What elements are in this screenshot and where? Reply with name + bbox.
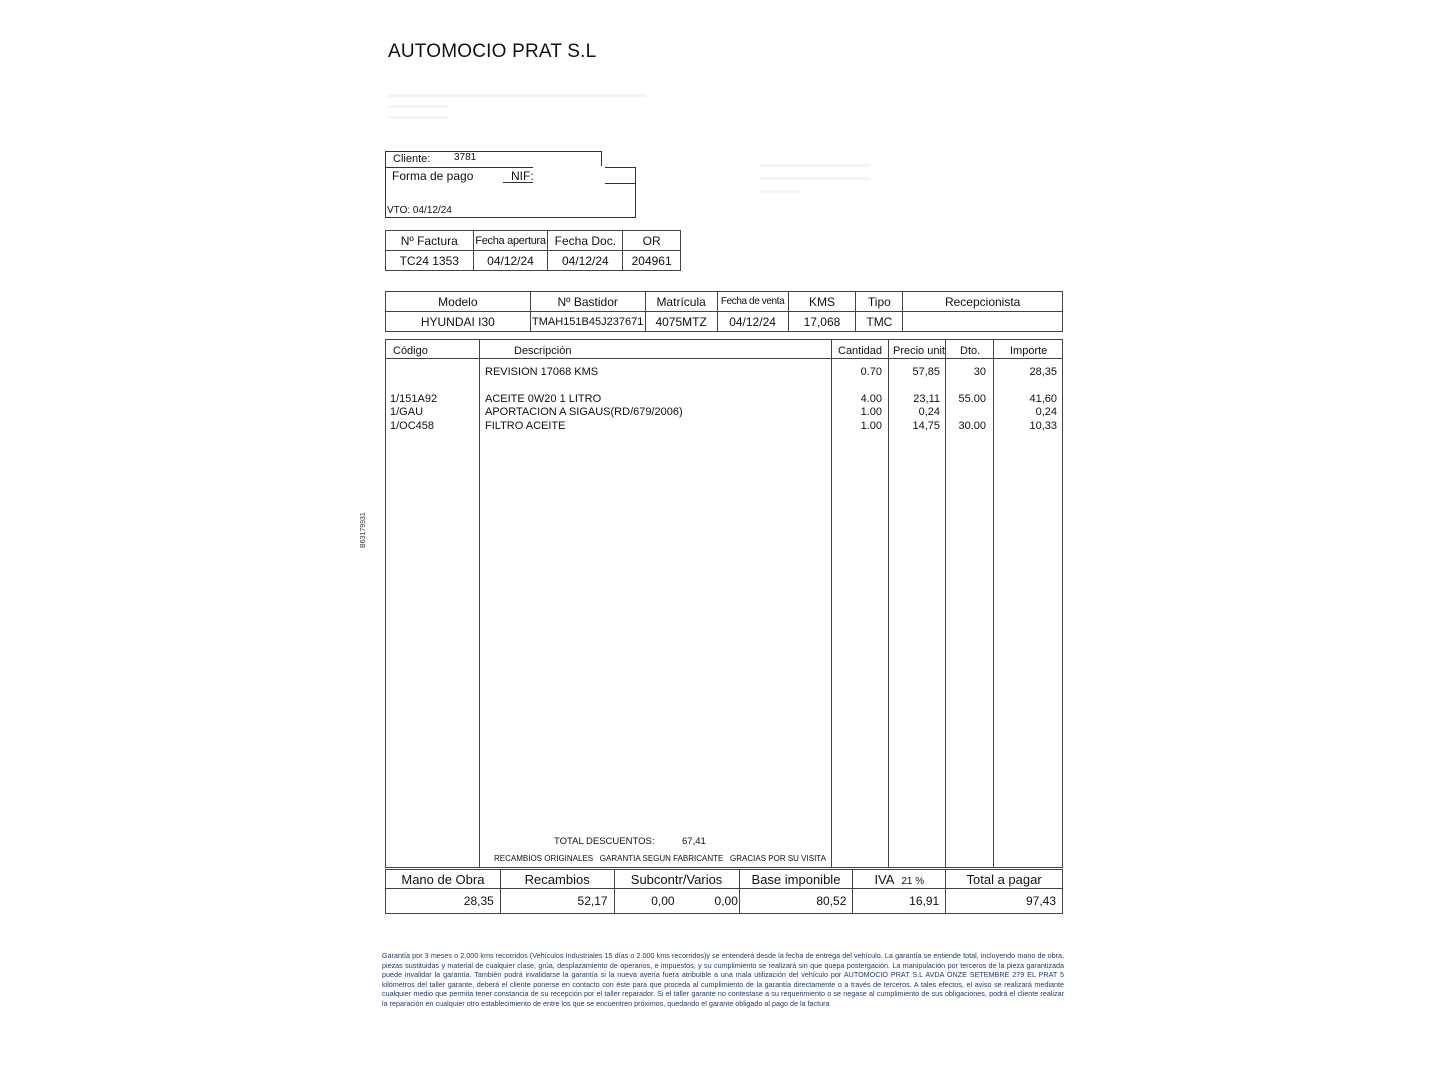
items-header-discount: Dto. (960, 345, 981, 357)
side-reference-code: B63179931 (360, 512, 367, 548)
invoice-doc-date: 04/12/24 (548, 251, 623, 271)
item-unit-price: 57,85 (912, 366, 940, 378)
item-description: ACEITE 0W20 1 LITRO (485, 393, 602, 405)
vehicle-header-sale-date: Fecha de venta (717, 292, 788, 312)
items-header-amount: Importe (1010, 345, 1048, 357)
faint-right-block (760, 160, 880, 220)
vehicle-header-type: Tipo (856, 292, 903, 312)
items-header-description: Descripción (514, 345, 572, 357)
invoice-or: 204961 (623, 251, 681, 271)
invoice-opening-date: 04/12/24 (473, 251, 548, 271)
invoice-header-row (386, 231, 681, 251)
vehicle-table (385, 291, 1063, 332)
invoice-header-opening-date: Fecha apertura (473, 231, 548, 251)
vehicle-chassis: TMAH151B45J237671 (530, 312, 645, 332)
item-quantity: 4.00 (860, 393, 882, 405)
total-discounts-value: 67,41 (682, 836, 706, 847)
items-header-unit-price: Precio unit (893, 345, 945, 357)
total-amount: 97,43 (946, 889, 1063, 914)
item-code: 1/151A92 (390, 393, 438, 405)
vat-percent: 21 % (901, 875, 925, 887)
cliente-value: 3781 (454, 152, 477, 163)
totals-label-labor: Mano de Obra (386, 870, 501, 889)
vehicle-model: HYUNDAI I30 (386, 312, 531, 332)
subcontract-cell (614, 889, 739, 914)
item-unit-price: 0,24 (918, 406, 940, 418)
items-header-quantity: Cantidad (838, 345, 883, 357)
vat-amount: 16,91 (853, 889, 946, 914)
faint-address-block (388, 92, 648, 128)
item-description: APORTACION A SIGAUS(RD/679/2006) (485, 406, 683, 418)
item-amount: 28,35 (1029, 366, 1057, 378)
totals-value-row (386, 889, 1063, 914)
nif-label: NIF: (511, 169, 534, 183)
vehicle-kms: 17,068 (788, 312, 856, 332)
vehicle-receptionist (903, 312, 1063, 332)
item-description: FILTRO ACEITE (485, 420, 566, 432)
item-quantity: 1.00 (860, 406, 882, 418)
totals-table (385, 869, 1063, 914)
totals-header-row (386, 870, 1063, 889)
invoice-value-row (386, 251, 681, 271)
invoice-header-doc-date: Fecha Doc. (548, 231, 623, 251)
vehicle-header-chassis: Nº Bastidor (530, 292, 645, 312)
vehicle-header-row (386, 292, 1063, 312)
item-unit-price: 14,75 (912, 420, 940, 432)
invoice-header-number: Nº Factura (386, 231, 474, 251)
item-code: 1/GAU (390, 406, 424, 418)
vehicle-type: TMC (856, 312, 903, 332)
tax-base-amount: 80,52 (739, 889, 853, 914)
items-header-code: Código (393, 345, 428, 357)
vehicle-plate: 4075MTZ (645, 312, 717, 332)
item-discount: 30 (973, 366, 986, 378)
totals-label-subcontract: Subcontr/Varios (614, 870, 739, 889)
labor-amount: 28,35 (386, 889, 501, 914)
item-discount: 55.00 (958, 393, 986, 405)
item-description: REVISION 17068 KMS (485, 366, 599, 378)
forma-pago-label: Forma de pago (392, 169, 474, 183)
item-discount: 30.00 (958, 420, 986, 432)
vehicle-header-receptionist: Recepcionista (903, 292, 1063, 312)
item-unit-price: 23,11 (913, 393, 940, 405)
totals-label-tax-base: Base imponible (739, 870, 853, 889)
invoice-header-or: OR (623, 231, 681, 251)
total-discounts-label: TOTAL DESCUENTOS: (554, 836, 655, 847)
totals-label-total: Total a pagar (946, 870, 1063, 889)
vat-label: IVA (874, 871, 894, 887)
totals-label-parts: Recambios (500, 870, 614, 889)
vehicle-header-plate: Matrícula (645, 292, 717, 312)
subcontract-amount: 0,00 (651, 894, 675, 908)
totals-label-vat (853, 870, 946, 889)
item-amount: 41,60 (1029, 393, 1057, 405)
company-name: AUTOMOCIO PRAT S.L (388, 41, 597, 62)
various-amount: 0,00 (714, 894, 738, 908)
client-box (385, 151, 636, 218)
invoice-number: TC24 1353 (386, 251, 474, 271)
items-box (385, 339, 1063, 868)
vehicle-header-kms: KMS (788, 292, 856, 312)
cliente-label: Cliente: (393, 153, 431, 165)
vehicle-value-row (386, 312, 1063, 332)
vto-date: VTO: 04/12/24 (387, 205, 452, 216)
item-quantity: 1.00 (860, 420, 882, 432)
invoice-table (385, 230, 681, 271)
vehicle-header-model: Modelo (386, 292, 531, 312)
item-quantity: 0.70 (860, 366, 882, 378)
footer-note: RECAMBIOS ORIGINALES GARANTIA SEGUN FABRICANTE GRACIAS POR SU VISITA (494, 854, 826, 863)
parts-amount: 52,17 (500, 889, 614, 914)
warranty-legal-text: Garantía por 3 meses o 2.000 kms recorridos (Vehículos Industriales 15 días o 2.000 kms recorridos)y se entenderá desde la fecha de entrega del vehículo. La garantía se entiende total, incluyendo mano de obra, piezas sustituidas y material de cualquier clase, grúa, desplazamiento de operarios, e impuestos, y su cumplimiento se realizará sin que quepa postergación. La manipulación por terceros de la pieza garantizada puede invalidar la garantía. También podrá invalidarse la garantía si la nueva avería fuera atribuible a una mala utilización del vehículo por AUTOMOCIO PRAT S.L AVDA ONZE SETEMBRE 279 EL PRAT 5 kilómetros del taller garante, deberá el cliente ponerse en contacto con éste para que proceda al cumplimiento de la garantía directamente o a través de terceros. A tales efectos, el aviso se realizará mediante cualquier medio que permita tener constancia de su recepción por el taller reparador. Si el taller garante no contestase a su requerimiento o se negase al cumplimiento de sus obligaciones, podrá el cliente realizar la reparación en cualquier otro establecimiento de entre los que se encuentren próximos, quedando el garante obligado al pago de la factura (382, 951, 1064, 1008)
vehicle-sale-date: 04/12/24 (717, 312, 788, 332)
item-code: 1/OC458 (390, 420, 435, 432)
item-amount: 10,33 (1029, 420, 1057, 432)
item-amount: 0,24 (1035, 406, 1057, 418)
